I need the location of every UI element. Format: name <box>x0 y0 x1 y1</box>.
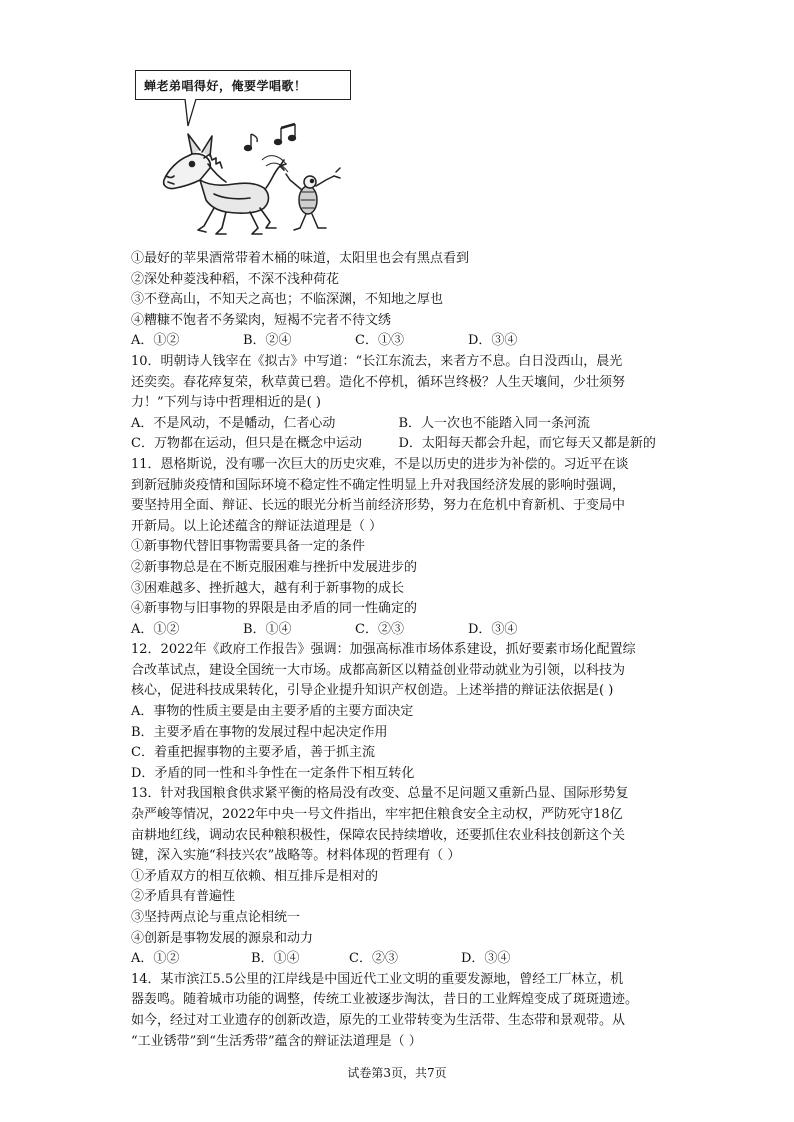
q12-stem: 合改革试点，建设全国统一大市场。成都高新区以精益创业带动就业为引领，以科技为 <box>131 662 626 678</box>
q14-stem: “工业锈带”到“生活秀带”蕴含的辩证法道理是（ ） <box>131 1033 422 1049</box>
q9-option-b[interactable]: B．②④ <box>243 333 292 349</box>
q11-statement: ①新事物代替旧事物需要具备一定的条件 <box>131 539 366 555</box>
q11-option-a[interactable]: A．①② <box>131 621 180 637</box>
q10-option-a[interactable]: A．不是风动，不是幡动，仁者心动 <box>131 415 336 431</box>
q13-option-b[interactable]: B．①④ <box>251 951 300 967</box>
q14-stem: 14．某市滨江5.5公里的江岸线是中国近代工业文明的重要发源地，曾经工厂林立，机 <box>131 971 624 987</box>
q14-stem: 器轰鸣。随着城市功能的调整，传统工业被逐步淘汰，昔日的工业辉煌变成了斑斑遗迹。 <box>131 992 639 1008</box>
q11-option-c[interactable]: C．②③ <box>355 621 404 637</box>
q12-stem: 核心，促进科技成果转化，引导企业提升知识产权创造。上述举措的辩证法依据是( ) <box>131 683 614 699</box>
page-footer: 试卷第3页，共7页 <box>347 1066 447 1080</box>
q10-option-d[interactable]: D．太阳每天都会升起，而它每天又都是新的 <box>398 436 656 452</box>
q11-stem: 到新冠肺炎疫情和国际环境不稳定性不确定性明显上升对我国经济发展的影响时强调， <box>131 477 626 493</box>
q12-option-d[interactable]: D．矛盾的同一性和斗争性在一定条件下相互转化 <box>131 765 415 781</box>
q13-statement: ③坚持两点论与重点论相统一 <box>131 910 301 925</box>
q9-statement: ①最好的苹果酒常带着木桶的味道，太阳里也会有黑点看到 <box>131 251 470 266</box>
speech-bubble-text: 蝉老弟唱得好，俺要学唱歌！ <box>144 79 307 93</box>
q10-stem: 力！”下列与诗中哲理相近的是( ) <box>131 395 321 411</box>
q12-option-c[interactable]: C．着重把握事物的主要矛盾，善于抓主流 <box>131 745 375 761</box>
q10-option-b[interactable]: B．人一次也不能踏入同一条河流 <box>398 415 591 431</box>
q13-option-c[interactable]: C．②③ <box>349 951 398 967</box>
q9-option-a[interactable]: A．①② <box>131 333 180 349</box>
q11-stem: 11．恩格斯说，没有哪一次巨大的历史灾难，不是以历史的进步为补偿的。习近平在谈 <box>131 456 629 472</box>
q12-option-b[interactable]: B．主要矛盾在事物的发展过程中起决定作用 <box>131 724 388 740</box>
q10-options-row1 <box>131 414 666 435</box>
q13-options <box>131 949 666 970</box>
q10-options-row2 <box>131 434 666 455</box>
q14-stem: 如今，经过对工业遗存的创新改造，原先的工业带转变为生活带、生态带和景观带。从 <box>131 1012 626 1028</box>
q13-stem: 亩耕地红线，调动农民种粮积极性，保障农民持续增收，还要抓住农业科技创新这个关 <box>131 827 626 843</box>
q10-stem: 还奕奕。春花瘁复荣，秋草黄已碧。造化不停机，循环岂终极？人生天壤间，少壮须努 <box>131 374 626 390</box>
q13-statement: ④创新是事物发展的源泉和动力 <box>131 930 314 946</box>
q11-options <box>131 620 666 641</box>
q11-option-d[interactable]: D．③④ <box>468 621 518 637</box>
q13-option-a[interactable]: A．①② <box>131 951 180 967</box>
q11-statement: ②新事物总是在不断克服困难与挫折中发展进步的 <box>131 559 418 575</box>
music-notes-icon <box>245 124 296 172</box>
q10-option-c[interactable]: C．万物都在运动，但只是在概念中运动 <box>131 436 362 452</box>
q13-statement: ②矛盾具有普遍性 <box>131 889 236 905</box>
q9-statement: ②深处种菱浅种稻，不深不浅种荷花 <box>131 271 340 287</box>
q11-stem: 要坚持用全面、辩证、长远的眼光分析当前经济形势，努力在危机中育新机、于变局中 <box>131 498 626 514</box>
q11-stem: 开新局。以上论述蕴含的辩证法道理是（ ） <box>131 518 383 534</box>
q13-option-d[interactable]: D．③④ <box>461 951 511 967</box>
cicada-icon <box>286 168 340 230</box>
donkey-icon <box>164 134 286 234</box>
q9-option-d[interactable]: D．③④ <box>468 333 518 349</box>
q12-stem: 12．2022年《政府工作报告》强调：加强高标准市场体系建设，抓好要素市场化配置综 <box>131 642 636 658</box>
q13-stem: 键，深入实施“科技兴农”战略等。材料体现的哲理有（ ） <box>131 848 461 864</box>
question-content <box>131 249 666 1052</box>
q9-option-c[interactable]: C．①③ <box>355 333 404 349</box>
q9-statement: ③不登高山，不知天之高也；不临深渊，不知地之厚也 <box>131 292 444 308</box>
q13-statement: ①矛盾双方的相互依赖、相互排斥是相对的 <box>131 868 379 884</box>
q11-option-b[interactable]: B．①④ <box>243 621 292 637</box>
q9-options <box>131 331 666 352</box>
q13-stem: 13．针对我国粮食供求紧平衡的格局没有改变、总量不足问题又重新凸显、国际形势复 <box>131 786 629 802</box>
q9-statement: ④糟糠不饱者不务粱肉，短褐不完者不待文绣 <box>131 312 392 328</box>
bubble-tail-icon <box>185 99 196 126</box>
q11-statement: ③困难越多、挫折越大，越有利于新事物的成长 <box>131 580 405 596</box>
cartoon-illustration <box>130 68 360 248</box>
q11-statement: ④新事物与旧事物的界限是由矛盾的同一性确定的 <box>131 601 418 617</box>
q10-stem: 10．明朝诗人钱宰在《拟古》中写道：“长江东流去，来者方不息。白日没西山，晨光 <box>131 353 623 369</box>
q13-stem: 杂严峻等情况，2022年中央一号文件指出，牢牢把住粮食安全主动权，严防死守18亿 <box>131 807 623 823</box>
q12-option-a[interactable]: A．事物的性质主要是由主要矛盾的主要方面决定 <box>131 704 414 720</box>
